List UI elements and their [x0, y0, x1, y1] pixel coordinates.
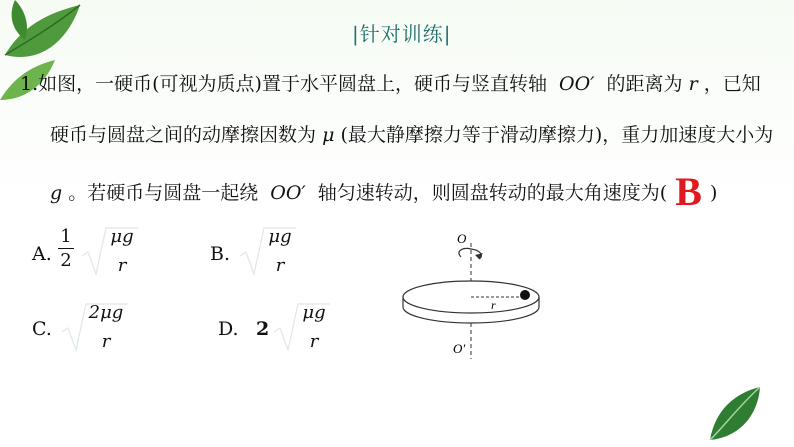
radius-label: r [491, 298, 496, 312]
option-d-fraction [296, 302, 332, 352]
option-a-coef-num: 1 [60, 226, 72, 247]
question-line-1 [20, 72, 761, 96]
option-d-coefficient: 2 [256, 318, 270, 340]
g-var: g [50, 182, 63, 204]
option-c-den: r [101, 331, 111, 352]
option-b-den: r [275, 255, 285, 276]
option-a-num: μg [110, 226, 134, 247]
question-line-1-end: ，已知 [703, 73, 761, 95]
coin [520, 290, 530, 300]
section-title: |针对训练| [352, 22, 452, 46]
option-a-label[interactable]: A. [32, 243, 52, 265]
question-line-3 [50, 169, 718, 214]
question-line-3-tail: 轴匀速转动，则圆盘转动的最大角速度为( [317, 182, 668, 204]
option-c-label[interactable]: C. [32, 318, 52, 340]
axis-top-label: O [457, 231, 467, 246]
option-a-fraction [104, 226, 140, 276]
mu-var: μ [322, 124, 335, 146]
question-line-3-close: ) [710, 182, 718, 204]
question-line-2 [50, 123, 773, 147]
rotating-disk-figure [395, 225, 565, 365]
question-line-3-text: 。若硬币与圆盘一起绕 [68, 182, 259, 204]
axis-label: OO′ [559, 73, 595, 95]
option-a-den: r [117, 255, 127, 276]
option-d-num: μg [302, 302, 326, 323]
leaf-decoration-bottom-right [700, 385, 770, 447]
radius-var: r [688, 73, 698, 95]
question-line-1-tail: 的距离为 [606, 73, 683, 95]
option-d-label[interactable]: D. [218, 318, 239, 340]
option-c-fraction [84, 302, 128, 352]
axis-label-2: OO′ [270, 182, 306, 204]
option-a-coefficient [58, 226, 74, 271]
question-line-2-tail: (最大静摩擦力等于滑动摩擦力)，重力加速度大小为 [340, 124, 774, 146]
option-c-num: 2μg [88, 302, 124, 323]
option-b-num: μg [268, 226, 292, 247]
option-b-label[interactable]: B. [210, 243, 231, 265]
axis-bottom-label: O′ [453, 341, 466, 356]
option-b-fraction [262, 226, 298, 276]
option-a-coef-den: 2 [60, 250, 72, 271]
answer-mark: B [675, 169, 702, 214]
option-d-den: r [309, 331, 319, 352]
question-line-2-text: 硬币与圆盘之间的动摩擦因数为 [50, 124, 317, 146]
question-line-1-text: 1.如图，一硬币(可视为质点)置于水平圆盘上，硬币与竖直转轴 [20, 73, 547, 95]
